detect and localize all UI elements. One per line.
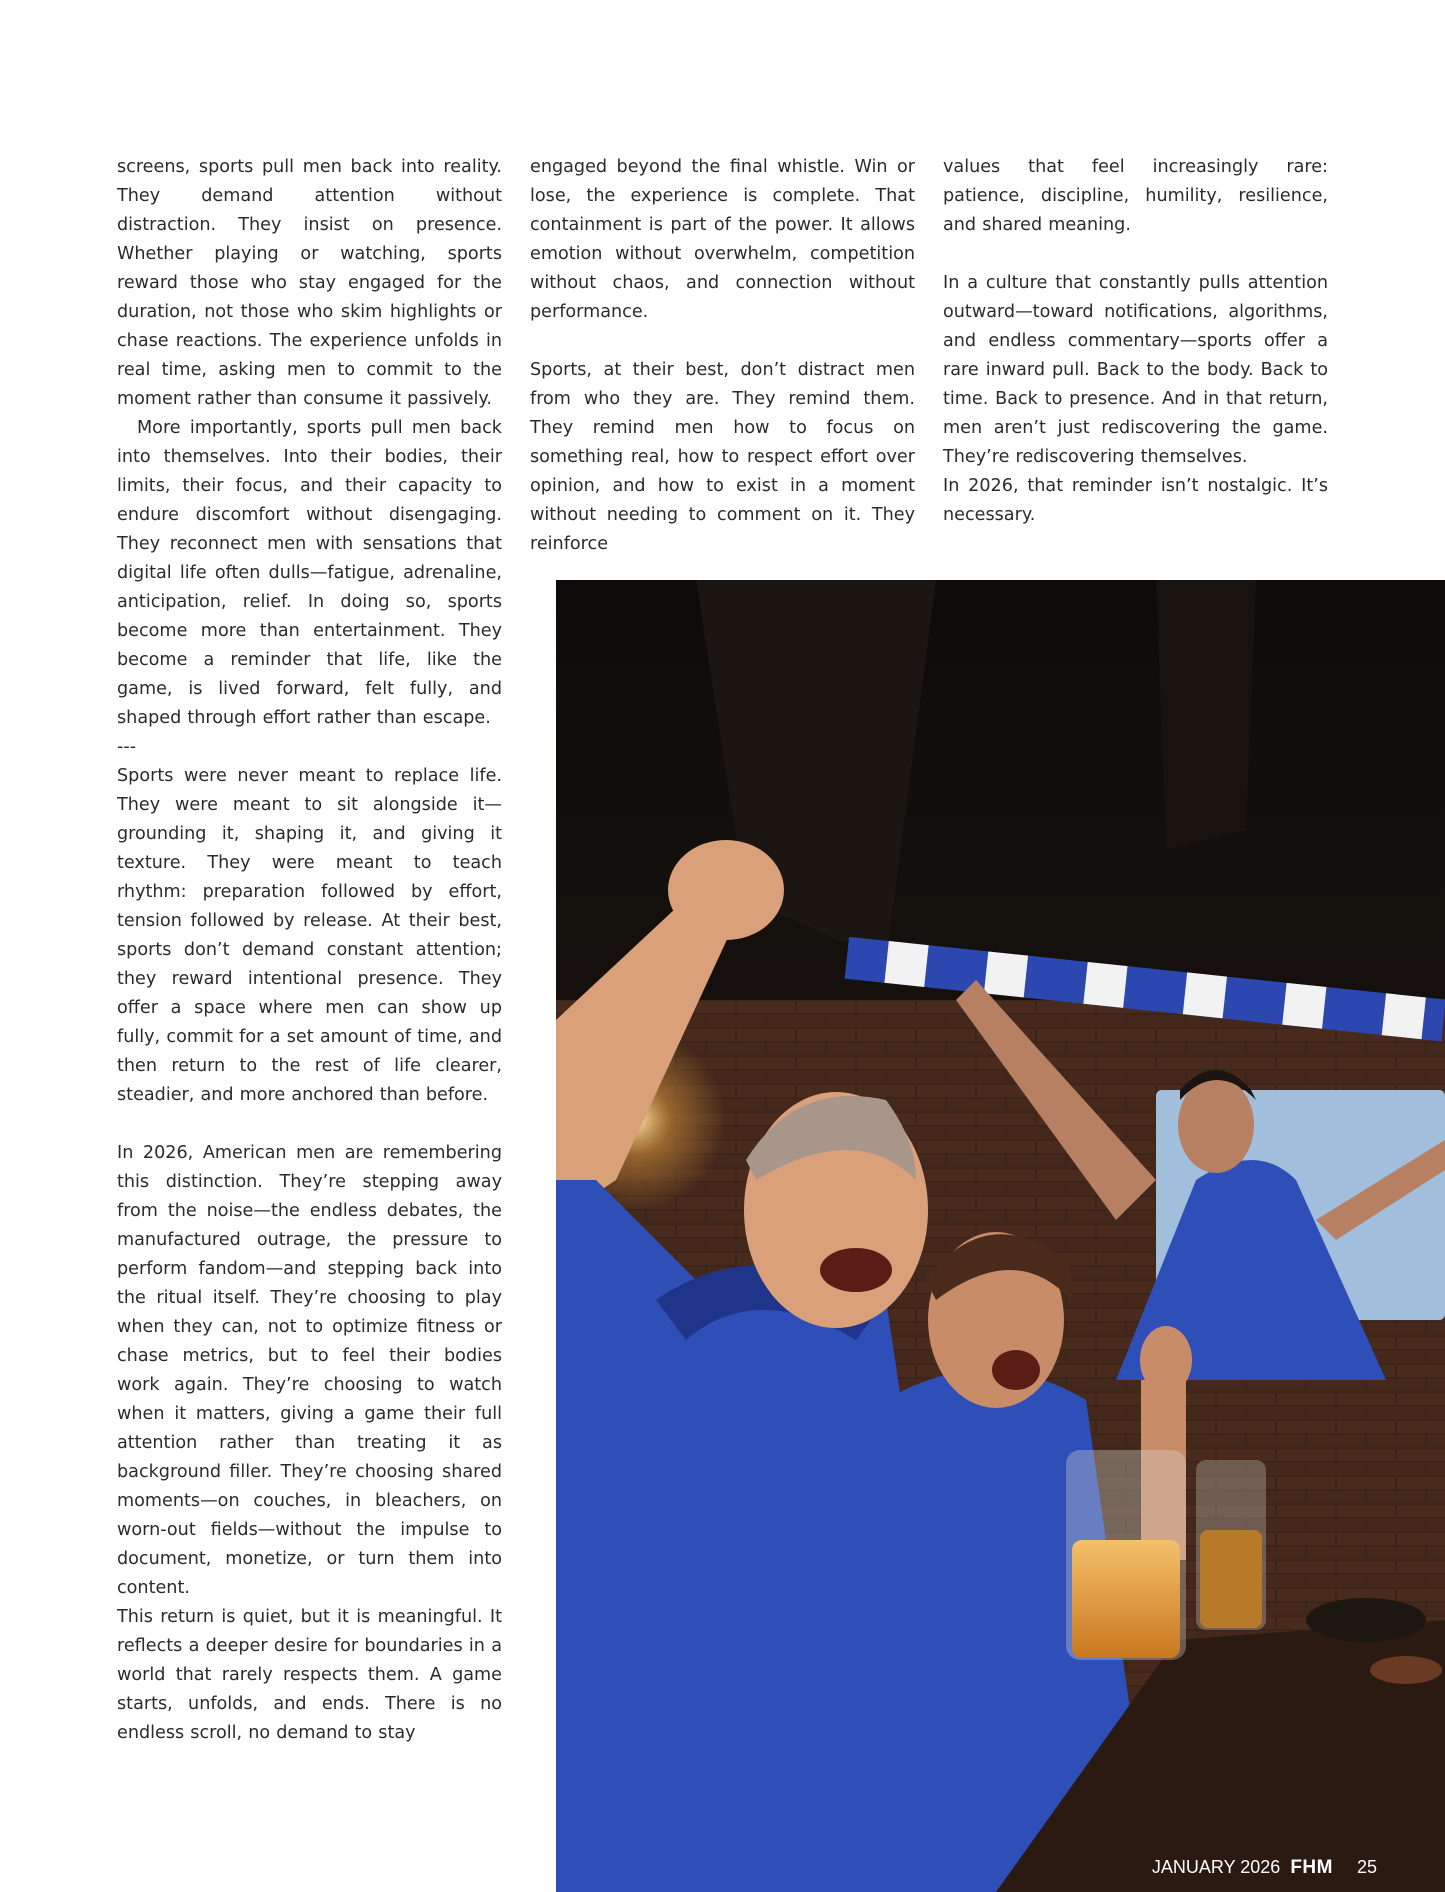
- photo-illustration: [556, 580, 1445, 1892]
- beer-mug: [1066, 1450, 1266, 1660]
- issue-date: JANUARY 2026: [1151, 1857, 1281, 1877]
- article-column-3: [943, 153, 1328, 530]
- ceiling-beam: [1156, 580, 1256, 850]
- cheering-fans-photo: [556, 580, 1445, 1892]
- paragraph: More importantly, sports pull men back into themselves. Into their bodies, their limits, their focus, and their capacity to endure discomfort without disengaging. They reconnect men with sensations that digital life often dulls—fatigue, adrenaline, anticipation, relief. In doing so, sports become more than entertainment. They become a reminder that life, like the game, is lived forward, felt fully, and shaped through effort rather than escape.: [117, 418, 502, 728]
- article-column-1: [117, 153, 502, 1748]
- paragraph: Sports, at their best, don’t distract men from who they are. They remind them. They remind men how to focus on something real, how to respect effort over opinion, and how to exist in a moment without needing to comment on it. They reinforce: [530, 360, 915, 554]
- paragraph: This return is quiet, but it is meaningful. It reflects a deeper desire for boundaries in a world that rarely respects them. A game starts, unfolds, and ends. There is no endless scroll, no demand to stay: [117, 1607, 502, 1743]
- bowl: [1370, 1656, 1442, 1684]
- page-number: 25: [1356, 1857, 1377, 1877]
- paragraph: In a culture that constantly pulls attention outward—toward notifications, algorithms, and endless commentary—sports offer a rare inward pull. Back to the body. Back to time. Back to presence. And in that return, men aren’t just rediscovering the game. They’re rediscovering themselves.: [943, 273, 1328, 467]
- paragraph: values that feel increasingly rare: patience, discipline, humility, resilience, and shared meaning.: [943, 157, 1328, 235]
- section-separator: ---: [117, 737, 137, 757]
- bowl: [1306, 1598, 1426, 1642]
- paragraph: In 2026, that reminder isn’t nostalgic. It’s necessary.: [943, 476, 1328, 525]
- paragraph: screens, sports pull men back into reality. They demand attention without distraction. They insist on presence. Whether playing or watching, sports reward those who stay engaged for the duration, not those who skim highlights or chase reactions. The experience unfolds in real time, asking men to commit to the moment rather than consume it passively.: [117, 157, 502, 409]
- paragraph: Sports were never meant to replace life. They were meant to sit alongside it—grounding it, shaping it, and giving it texture. They were meant to teach rhythm: preparation followed by effort, tension followed by release. At their best, sports don’t demand constant attention; they reward intentional presence. They offer a space where men can show up fully, commit for a set amount of time, and then return to the rest of life clearer, steadier, and more anchored than before.: [117, 766, 502, 1105]
- article-column-2: [530, 153, 915, 559]
- magazine-logo: FHM: [1290, 1857, 1333, 1878]
- page-footer: [1152, 1857, 1377, 1879]
- paragraph: In 2026, American men are remembering this distinction. They’re stepping away from the noise—the endless debates, the manufactured outrage, the pressure to perform fandom—and stepping back into the ritual itself. They’re choosing to play when they can, not to optimize fitness or chase metrics, but to feel their bodies work again. They’re choosing to watch when it matters, giving a game their full attention rather than treating it as background filler. They’re choosing shared moments—on couches, in bleachers, on worn-out fields—without the impulse to document, monetize, or turn them into content.: [117, 1143, 502, 1598]
- paragraph: engaged beyond the final whistle. Win or lose, the experience is complete. That containment is part of the power. It allows emotion without overwhelm, competition without chaos, and connection without performance.: [530, 157, 915, 322]
